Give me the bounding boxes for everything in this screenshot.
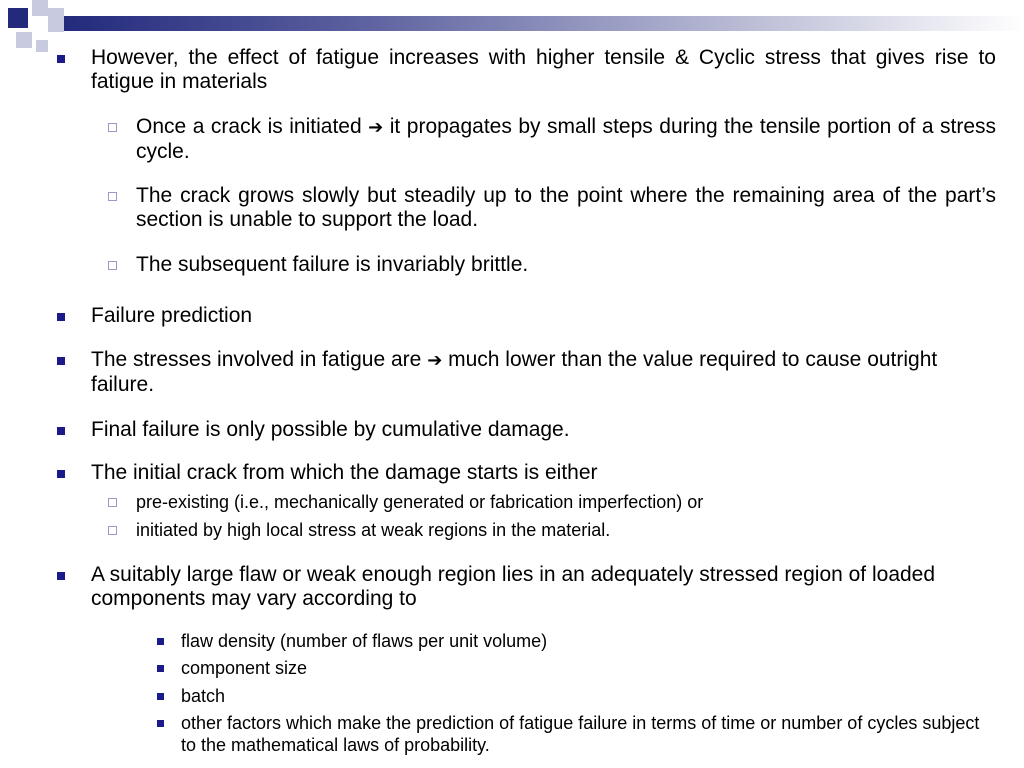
- hollow-bullet-icon: [108, 261, 117, 270]
- bullet-square-icon: [57, 357, 65, 365]
- hollow-bullet-icon: [108, 123, 117, 132]
- bullet-square-icon: [57, 313, 65, 321]
- bullet-text: Final failure is only possible by cumulative damage.: [91, 418, 570, 441]
- right-arrow-icon: ➔: [368, 117, 384, 138]
- hollow-bullet-icon: [108, 192, 117, 201]
- sub-bullet-text: initiated by high local stress at weak regions in the material.: [136, 520, 611, 540]
- sub-bullet-text: pre-existing (i.e., mechanically generated or fabrication imperfection) or: [136, 492, 704, 512]
- bullet-square-icon: [157, 665, 164, 672]
- bullet-square-icon: [157, 693, 164, 700]
- text-fragment: The stresses involved in fatigue are: [91, 348, 428, 371]
- bullet-text: [91, 348, 971, 397]
- bullet-square-icon: [57, 55, 65, 63]
- text-fragment: much lower than the value required to cause outright failure.: [91, 348, 938, 396]
- sub-sub-bullet-text: batch: [181, 686, 226, 706]
- sub-sub-bullet-text: flaw density (number of flaws per unit volume): [181, 631, 548, 651]
- bullet-square-icon: [57, 427, 65, 435]
- bullet-square-icon: [57, 572, 65, 580]
- hollow-bullet-icon: [108, 526, 117, 535]
- bullet-square-icon: [157, 720, 164, 727]
- sub-sub-bullet-text: component size: [181, 658, 308, 678]
- sub-bullet-text: The crack grows slowly but steadily up to the point where the remaining area of the part’s section is unable to support the load.: [136, 184, 996, 231]
- bullet-text: Failure prediction: [91, 304, 253, 327]
- bullet-text: The initial crack from which the damage starts is either: [91, 461, 598, 484]
- sub-sub-bullet-text: other factors which make the prediction of fatigue failure in terms of time or number of cycles subject to the mathematical laws of probability.: [181, 713, 980, 755]
- bullet-square-icon: [57, 470, 65, 478]
- sub-bullet-text: The subsequent failure is invariably brittle.: [136, 253, 529, 276]
- bullet-square-icon: [157, 638, 164, 645]
- bullet-text: A suitably large flaw or weak enough region lies in an adequately stressed region of loaded components may vary according to: [91, 563, 936, 610]
- text-fragment: it propagates by small steps during the tensile portion of a stress cycle.: [136, 115, 997, 163]
- sub-bullet-text: [136, 115, 996, 164]
- hollow-bullet-icon: [108, 498, 117, 507]
- text-fragment: Once a crack is initiated: [136, 115, 369, 138]
- bullet-text: However, the effect of fatigue increases with higher tensile & Cyclic stress that gives rise to fatigue in materials: [91, 46, 996, 93]
- right-arrow-icon: ➔: [427, 350, 443, 371]
